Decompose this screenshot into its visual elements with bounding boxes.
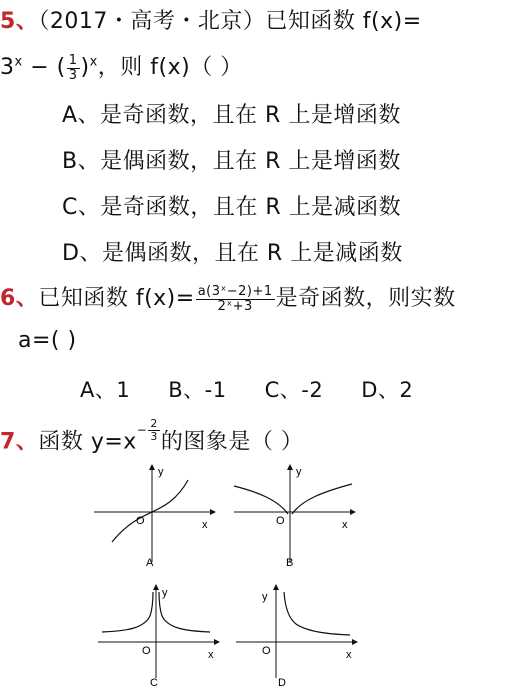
graph-b-label: B — [286, 557, 294, 569]
q5-option-a: A、是奇函数，且在 R 上是增函数 — [62, 103, 401, 128]
q5-option-b: B、是偶函数，且在 R 上是增函数 — [62, 149, 401, 174]
q5-close: ) — [80, 55, 90, 80]
graph-a-x-label: x — [202, 519, 208, 531]
graph-a-label: A — [146, 557, 154, 569]
q5-exp2: x — [89, 54, 98, 70]
graph-b-x-label: x — [342, 519, 348, 531]
q5-exp: x — [14, 54, 23, 70]
q6-frac-num: a(3ˣ−2)+1 — [197, 283, 273, 299]
graph-b-curve-left — [234, 486, 288, 514]
q6-stem-line2: a=( ) — [18, 328, 77, 353]
graph-c-label: C — [150, 677, 158, 689]
graph-b-curve-right — [292, 484, 352, 514]
graph-a-origin: O — [136, 515, 145, 527]
graph-b-y-arrow — [287, 464, 293, 470]
q6-fraction — [196, 285, 275, 314]
graph-d-y-label: y — [262, 591, 268, 603]
graph-b — [228, 462, 368, 574]
q7-number: 7 — [0, 429, 16, 455]
graph-c-curve-left — [102, 592, 153, 632]
q5-fraction — [67, 54, 80, 83]
q7-stem-post: 的图象是（ ） — [160, 429, 304, 455]
graph-d-x-arrow — [352, 639, 358, 645]
graph-a-y-label: y — [158, 466, 164, 478]
graph-a-svg — [88, 462, 228, 574]
q6-number: 6 — [0, 286, 16, 311]
q7-exp-sign: − — [136, 423, 148, 437]
q7-exp-num: 2 — [150, 417, 158, 430]
graph-d-y-arrow — [273, 584, 279, 590]
graph-d-x-label: x — [346, 649, 352, 661]
q7-stem — [0, 417, 304, 455]
q6-stem-post: 是奇函数，则实数 — [275, 286, 456, 311]
q5-stem-line1 — [0, 4, 422, 35]
q5-number: 5 — [0, 9, 16, 34]
graph-d-curve — [284, 592, 350, 635]
graph-c-y-arrow — [153, 584, 159, 590]
q6-option-b: B、-1 — [168, 378, 227, 402]
graph-c-x-arrow — [214, 639, 220, 645]
graph-d-svg — [230, 582, 370, 690]
q7-exp-den: 3 — [150, 430, 158, 443]
graph-c-x-label: x — [208, 649, 214, 661]
q6-option-d: D、2 — [361, 378, 414, 402]
graph-b-svg — [228, 462, 368, 574]
graph-c-y-label: y — [162, 587, 168, 599]
q5-stem-part1: （2017・高考・北京）已知函数 f(x)= — [38, 9, 422, 34]
graph-a-y-arrow — [149, 464, 155, 470]
q5-frac-den: 3 — [68, 67, 78, 83]
graph-a — [88, 462, 228, 574]
q5-base: 3 — [0, 55, 15, 80]
graph-a-curve — [112, 480, 188, 542]
q7-exponent — [137, 418, 161, 443]
graph-b-origin: O — [276, 515, 285, 527]
q6-stem-line1 — [0, 281, 456, 314]
q5-minus: − ( — [22, 55, 66, 80]
graph-d — [230, 582, 370, 690]
q5-tail: ，则 f(x)（ ） — [97, 55, 243, 80]
graph-c-origin: O — [142, 645, 151, 657]
q5-option-c: C、是奇函数，且在 R 上是减函数 — [62, 195, 402, 220]
q7-sep: 、 — [15, 429, 39, 455]
q7-stem-pre: 函数 y=x — [38, 429, 137, 455]
graph-b-x-arrow — [350, 509, 356, 515]
q6-stem-pre: 已知函数 f(x)= — [38, 286, 195, 311]
q6-option-a: A、1 — [80, 378, 131, 402]
q6-option-c: C、-2 — [264, 378, 324, 402]
graph-d-label: D — [278, 677, 286, 689]
q6-options — [80, 374, 413, 404]
graph-c — [92, 582, 232, 690]
graph-d-origin: O — [262, 645, 271, 657]
q5-frac-num: 1 — [68, 52, 78, 68]
graph-c-svg — [92, 582, 232, 690]
q7-exp-frac — [148, 418, 160, 443]
graph-b-y-label: y — [296, 466, 302, 478]
q5-option-d: D、是偶函数，且在 R 上是减函数 — [62, 241, 403, 266]
q5-sep: 、 — [15, 9, 39, 34]
q5-stem-line2 — [0, 50, 243, 83]
q6-sep: 、 — [15, 286, 39, 311]
graph-a-x-arrow — [210, 509, 216, 515]
q6-frac-den: 2ˣ+3 — [217, 298, 253, 314]
